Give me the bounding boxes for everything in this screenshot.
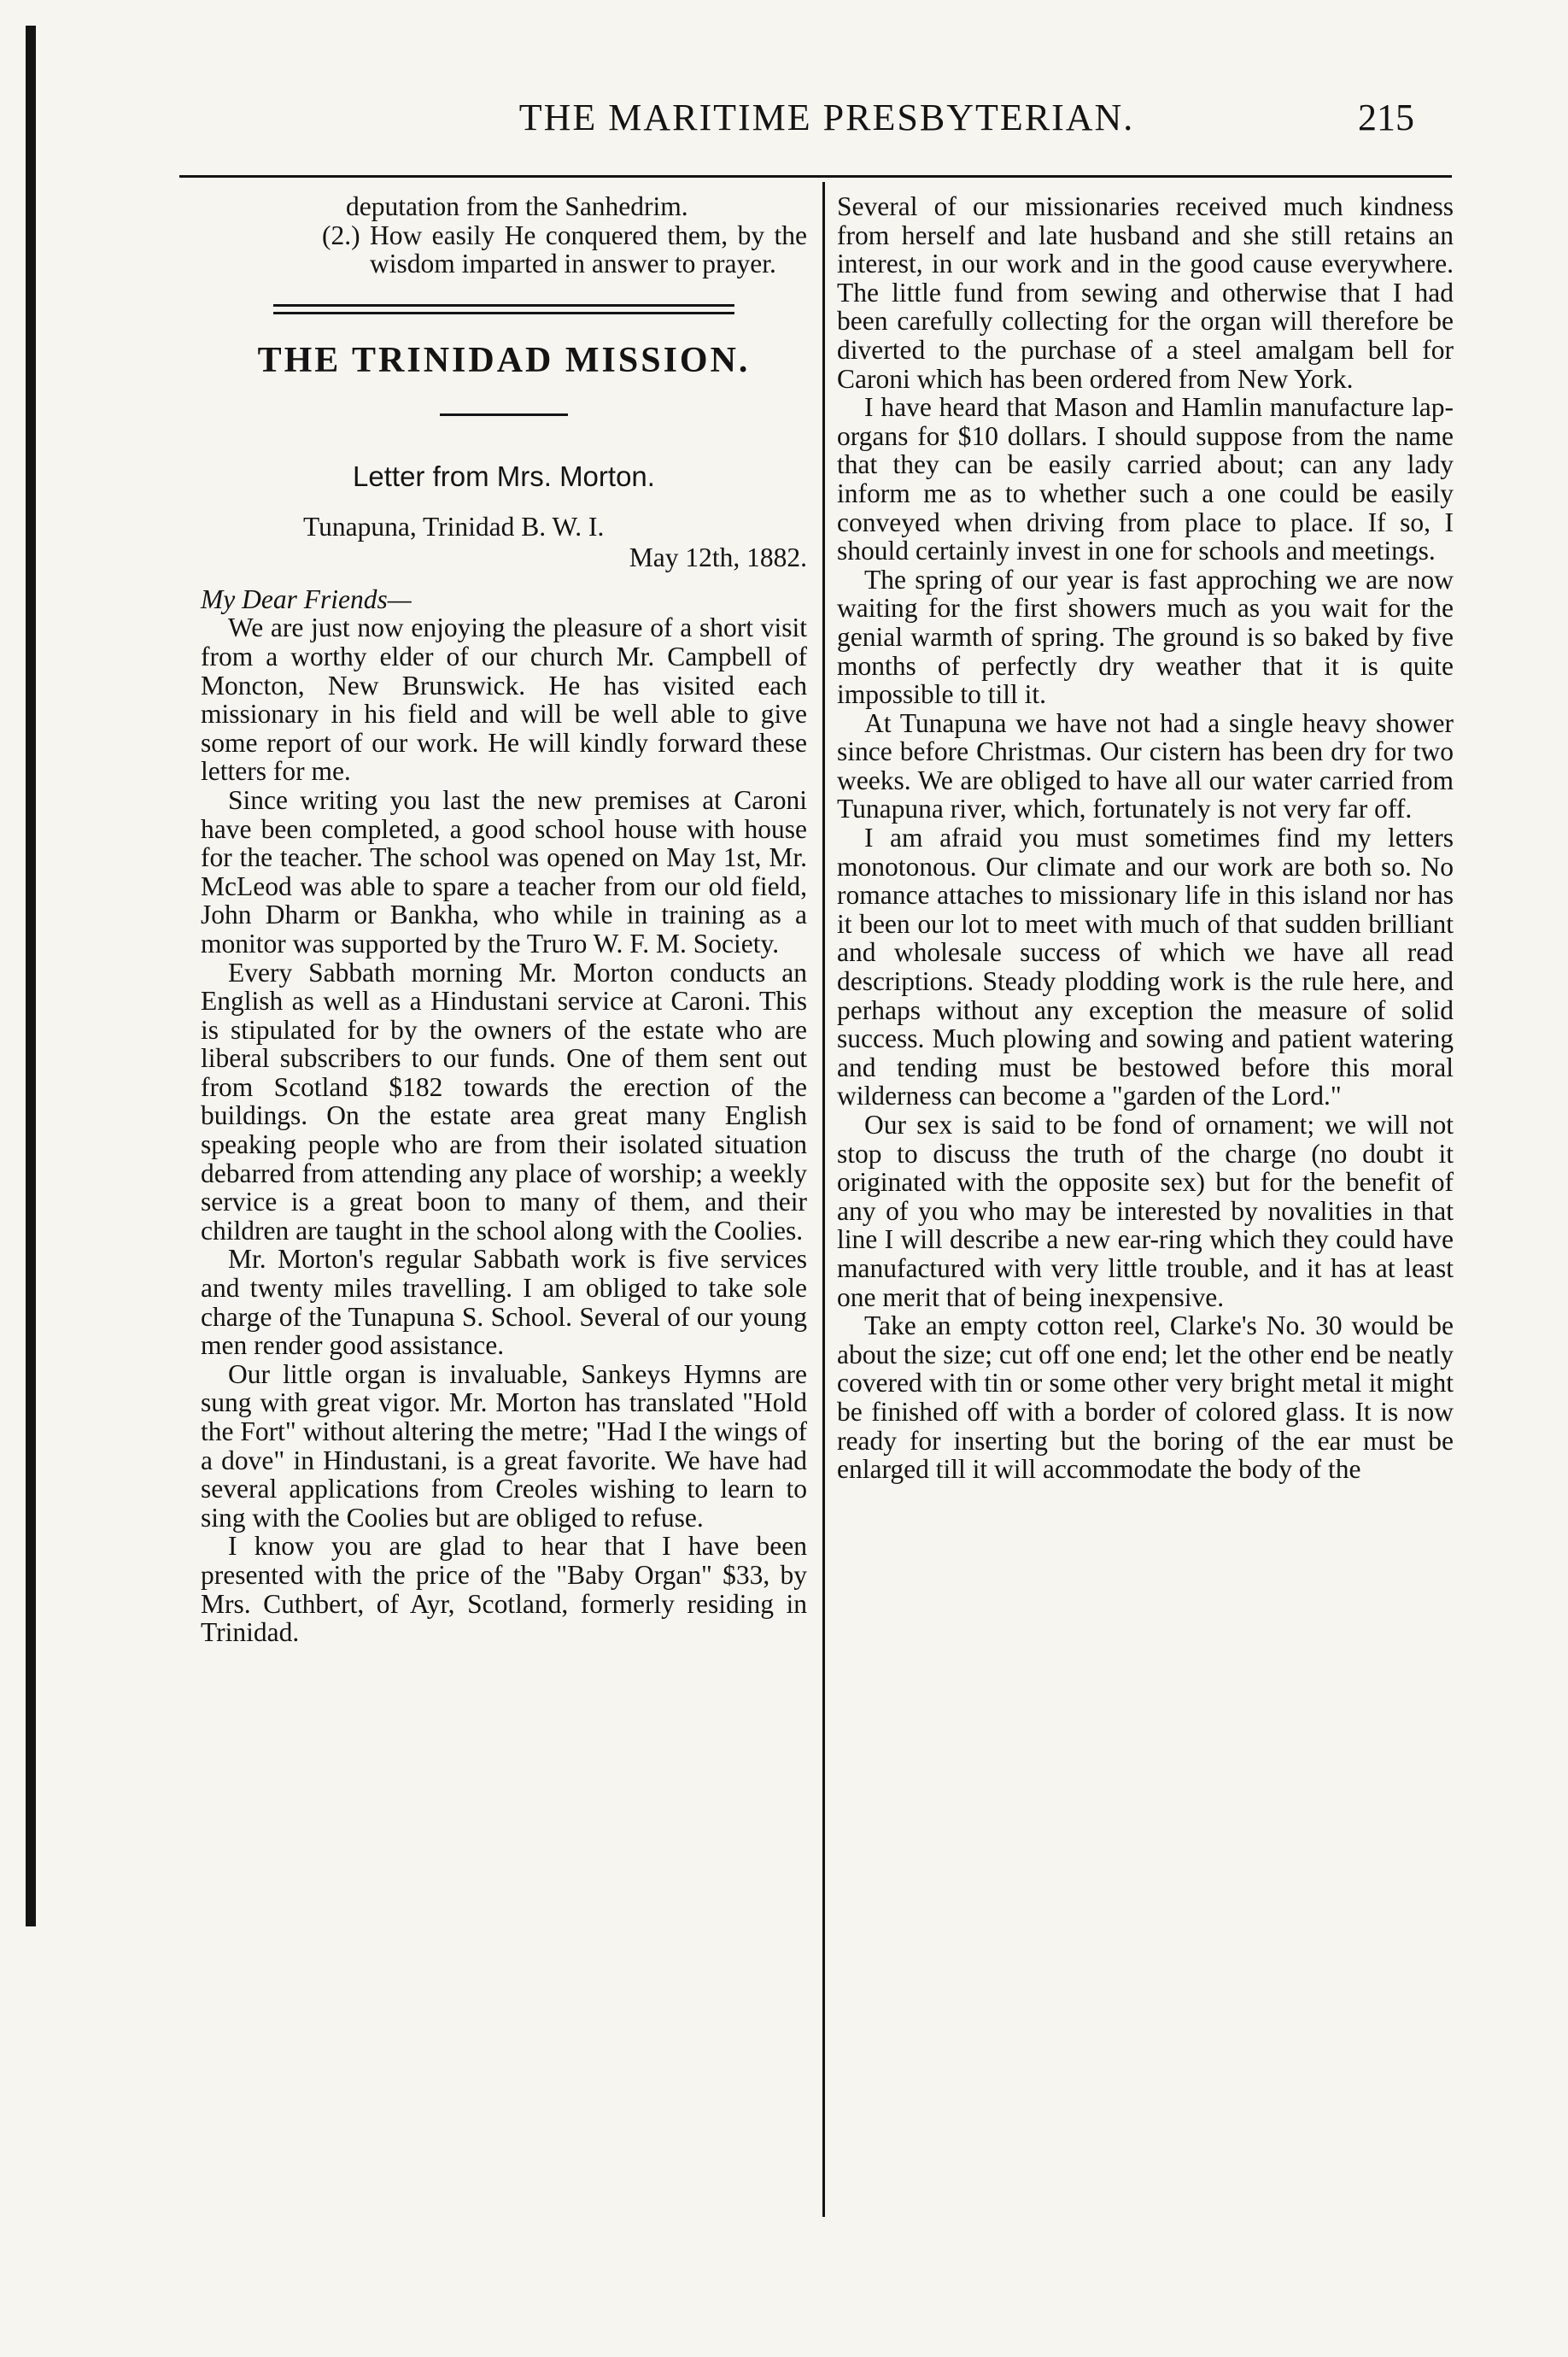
- left-body: [201, 613, 807, 1646]
- paragraph: The spring of our year is fast approching we are now waiting for the first showers much as you wait for the genial warmth of spring. The ground is so baked by five months of perfectly dry weather that it is quite impossible to till it.: [837, 564, 1454, 710]
- dateline: [201, 512, 807, 573]
- letter-title: Letter from Mrs. Morton.: [353, 460, 655, 492]
- continued-line: deputation from the Sanhedrim.: [346, 191, 688, 221]
- header-rule: [179, 175, 1452, 178]
- paragraph: Our little organ is invaluable, Sankeys Hymns are sung with great vigor. Mr. Morton has translated "Hold the Fort" without altering the metre; "Had I the wings of a dove" in Hindustani, is a great favorite. We have had several applications from Creoles wishing to learn to sing with the Coolies but are obliged to refuse.: [201, 1358, 807, 1533]
- binding-edge-bar: [26, 26, 36, 1926]
- paragraph: I have heard that Mason and Hamlin manufacture lap-organs for $10 dollars. I should suppose from the name that they can be easily carried about; can any lady inform me as to whether such a one could be easily conveyed when driving from place to place. If so, I should certainly invest in one for schools and meetings.: [837, 392, 1454, 566]
- section-title: THE TRINIDAD MISSION.: [257, 340, 751, 380]
- paragraph: I know you are glad to hear that I have been presented with the price of the "Baby Organ" $33, by Mrs. Cuthbert, of Ayr, Scotland, formerly residing in Trinidad.: [201, 1531, 807, 1648]
- paragraph: Since writing you last the new premises at Caroni have been completed, a good school house with house for the teacher. The school was opened on May 1st, Mr. McLeod was able to spare a teacher from our old field, John Dharm or Bankha, who while in training as a monitor was supported by the Truro W. F. M. Society.: [201, 784, 807, 959]
- right-column: [837, 192, 1454, 1484]
- salutation: My Dear Friends—: [201, 583, 412, 614]
- left-column: [201, 192, 807, 1647]
- title-rule: [440, 413, 568, 416]
- paragraph: At Tunapuna we have not had a single heavy shower since before Christmas. Our cistern has been dry for two weeks. We are obliged to have all our water carried from Tunapuna river, which, fortunately is not very far off.: [837, 707, 1454, 824]
- column-divider: [822, 182, 825, 2217]
- running-head: THE MARITIME PRESBYTERIAN.: [518, 97, 1135, 138]
- paragraph: Every Sabbath morning Mr. Morton conducts an English as well as a Hindustani service at Caroni. This is stipulated for by the owners of the estate who are liberal subscribers to our funds. One of them sent out from Scotland $182 towards the erection of the buildings. On the estate area great many English speaking people who are from their isolated situation debarred from attending any place of worship; a weekly service is a great boon to many of them, and their children are taught in the school along with the Coolies.: [201, 957, 807, 1246]
- continued-point: (2.) How easily He conquered them, by the wisdom imparted in answer to prayer.: [322, 220, 807, 279]
- paragraph: Several of our missionaries received much kindness from herself and late husband and she still retains an interest, in our work and in the good cause everywhere. The little fund from sewing and otherwise that I had been carefully collecting for the organ will therefore be diverted to the purchase of a steel amalgam bell for Caroni which has been ordered from New York.: [837, 191, 1454, 394]
- paragraph: Take an empty cotton reel, Clarke's No. 30 would be about the size; cut off one end; let the other end be neatly covered with tin or some other very bright metal it might be finished off with a border of colored glass. It is now ready for inserting but the boring of the ear must be enlarged till it will accommodate the body of the: [837, 1310, 1454, 1485]
- letter-place: Tunapuna, Trinidad B. W. I.: [303, 511, 605, 542]
- paragraph: Mr. Morton's regular Sabbath work is five services and twenty miles travelling. I am obliged to take sole charge of the Tunapuna S. School. Several of our young men render good assistance.: [201, 1244, 807, 1361]
- paragraph: I am afraid you must sometimes find my letters monotonous. Our climate and our work are both so. No romance attaches to missionary life in this island nor has it been our lot to meet with much of that sudden brilliant and wholesale success of which we have all read descriptions. Steady plodding work is the rule here, and perhaps without any exception the measure of solid success. Much plowing and sowing and patient watering and tending must be bestowed before this moral wilderness can become a "garden of the Lord.": [837, 823, 1454, 1111]
- right-body: [837, 192, 1454, 1484]
- section-separator: [273, 304, 734, 314]
- letter-date: May 12th, 1882.: [629, 542, 807, 572]
- paragraph: Our sex is said to be fond of ornament; we will not stop to discuss the truth of the charge (no doubt it originated with the opposite sex) but for the benefit of any of you who may be interested by novalities in that line I will describe a new ear-ring which they could have manufactured with very little trouble, and it has at least one merit that of being inexpensive.: [837, 1110, 1454, 1312]
- page-number: 215: [1358, 97, 1414, 138]
- paragraph: We are just now enjoying the pleasure of a short visit from a worthy elder of our church Mr. Campbell of Moncton, New Brunswick. He has visited each missionary in his field and will be well able to give some report of our work. He will kindly forward these letters for me.: [201, 613, 807, 787]
